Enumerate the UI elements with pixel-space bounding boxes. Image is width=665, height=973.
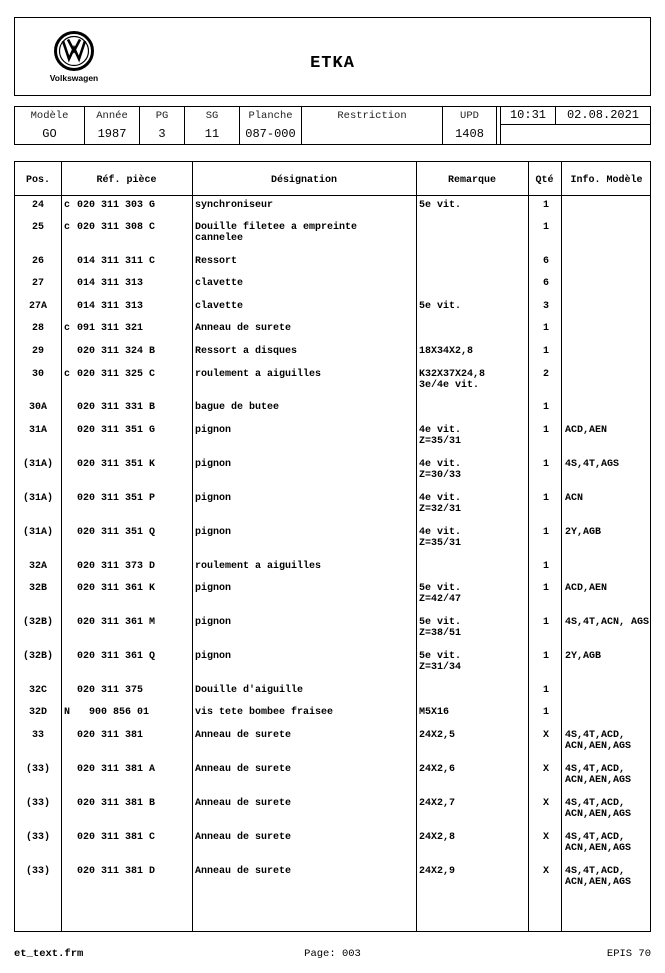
cell-ref: 020 311 381 B	[77, 798, 156, 809]
cell-remark: M5X16	[419, 707, 450, 718]
cell-info: ACD,AEN	[565, 583, 608, 594]
cell-designation: vis tete bombee fraisee	[195, 707, 334, 718]
plate-value: 087-000	[245, 127, 296, 141]
cell-qty: 1	[542, 583, 549, 594]
year-label: Année	[96, 110, 128, 122]
cell-pos: 32C	[28, 685, 47, 696]
cell-qty: 3	[542, 301, 549, 312]
column-divider	[192, 162, 193, 931]
cell-qty: 1	[542, 200, 549, 211]
cell-qty: X	[542, 730, 549, 741]
cell-ref: 020 311 351 P	[77, 493, 156, 504]
cell-designation: pignon	[195, 617, 232, 628]
cell-designation: Ressort	[195, 256, 238, 267]
cell-designation: pignon	[195, 583, 232, 594]
pg-label: PG	[155, 110, 169, 122]
restriction-label: Restriction	[337, 110, 407, 122]
cell-qty: 2	[542, 369, 549, 380]
cell-qty: X	[542, 764, 549, 775]
sg-cell	[185, 107, 240, 144]
cell-remark: 5e vit. Z=38/51	[419, 617, 462, 639]
version-label: EPIS 70	[606, 948, 651, 960]
cell-qty: 1	[542, 425, 549, 436]
cell-qty: 6	[542, 278, 549, 289]
info-bar	[14, 106, 651, 145]
cell-qty: X	[542, 832, 549, 843]
cell-remark: 24X2,8	[419, 832, 456, 843]
cell-designation: pignon	[195, 651, 232, 662]
cell-pos: 27	[31, 278, 44, 289]
cell-qty: 1	[542, 527, 549, 538]
cell-qty: 1	[542, 346, 549, 357]
cell-designation: synchroniseur	[195, 200, 274, 211]
cell-designation: clavette	[195, 278, 244, 289]
header-panel	[14, 17, 651, 96]
cell-info: 4S,4T,ACD, ACN,AEN,AGS	[565, 798, 632, 820]
cell-remark: 4e vit. Z=35/31	[419, 425, 462, 447]
cell-info: 2Y,AGB	[565, 651, 602, 662]
cell-designation: Anneau de surete	[195, 730, 292, 741]
col-header-remark: Remarque	[447, 175, 496, 186]
cell-qty: 1	[542, 651, 549, 662]
col-header-ref: Réf. pièce	[96, 175, 157, 186]
cell-qty: 1	[542, 323, 549, 334]
cell-flag: c	[64, 222, 71, 233]
cell-remark: 5e vit.	[419, 200, 462, 211]
cell-remark: 4e vit. Z=35/31	[419, 527, 462, 549]
cell-pos: 24	[31, 200, 44, 211]
cell-flag: c	[64, 369, 71, 380]
cell-pos: 30A	[28, 402, 47, 413]
cell-ref: 020 311 324 B	[77, 346, 156, 357]
cell-ref: 020 311 381 C	[77, 832, 156, 843]
cell-designation: Anneau de surete	[195, 866, 292, 877]
cell-remark: 24X2,6	[419, 764, 456, 775]
cell-pos: 28	[31, 323, 44, 334]
cell-remark: 4e vit. Z=32/31	[419, 493, 462, 515]
column-divider	[528, 162, 529, 931]
cell-remark: 24X2,5	[419, 730, 456, 741]
cell-remark: 24X2,9	[419, 866, 456, 877]
col-header-designation: Désignation	[270, 175, 337, 186]
cell-info: ACD,AEN	[565, 425, 608, 436]
column-divider	[416, 162, 417, 931]
cell-designation: Anneau de surete	[195, 798, 292, 809]
cell-info: 4S,4T,ACN, AGS	[565, 617, 650, 628]
brand-name: Volkswagen	[49, 73, 99, 83]
cell-pos: (31A)	[22, 459, 53, 470]
cell-remark: 5e vit.	[419, 301, 462, 312]
plate-cell	[240, 107, 302, 144]
cell-ref: 020 311 351 G	[77, 425, 156, 436]
cell-qty: 1	[542, 402, 549, 413]
parts-table	[14, 161, 651, 932]
cell-ref: 014 311 313	[77, 301, 144, 312]
cell-designation: roulement a aiguilles	[195, 369, 322, 380]
cell-qty: 1	[542, 459, 549, 470]
column-divider	[561, 162, 562, 931]
cell-pos: 31A	[28, 425, 47, 436]
cell-designation: Ressort a disques	[195, 346, 298, 357]
cell-flag: N	[64, 707, 71, 718]
cell-info: 4S,4T,ACD, ACN,AEN,AGS	[565, 866, 632, 888]
cell-ref: 900 856 01	[77, 707, 150, 718]
cell-info: 4S,4T,AGS	[565, 459, 620, 470]
model-cell	[15, 107, 85, 144]
sg-value: 11	[204, 127, 220, 141]
cell-pos: 32B	[28, 583, 47, 594]
cell-pos: (33)	[25, 798, 50, 809]
year-cell	[85, 107, 140, 144]
cell-remark: K32X37X24,8 3e/4e vit.	[419, 369, 486, 391]
pg-value: 3	[158, 127, 166, 141]
cell-pos: (33)	[25, 764, 50, 775]
cell-designation: pignon	[195, 425, 232, 436]
cell-qty: X	[542, 866, 549, 877]
cell-pos: (31A)	[22, 493, 53, 504]
cell-ref: 020 311 381	[77, 730, 144, 741]
cell-ref: 020 311 351 K	[77, 459, 156, 470]
cell-qty: 1	[542, 685, 549, 696]
cell-designation: Anneau de surete	[195, 832, 292, 843]
cell-designation: pignon	[195, 459, 232, 470]
cell-pos: (32B)	[22, 617, 53, 628]
cell-pos: (32B)	[22, 651, 53, 662]
cell-ref: 014 311 313	[77, 278, 144, 289]
cell-qty: 1	[542, 617, 549, 628]
cell-pos: (33)	[25, 866, 50, 877]
cell-info: 4S,4T,ACD, ACN,AEN,AGS	[565, 764, 632, 786]
header-divider	[15, 195, 650, 196]
cell-pos: 25	[31, 222, 44, 233]
cell-remark: 5e vit. Z=42/47	[419, 583, 462, 605]
upd-label: UPD	[460, 110, 479, 122]
cell-info: ACN	[565, 493, 584, 504]
year-value: 1987	[97, 127, 127, 141]
cell-designation: bague de butee	[195, 402, 280, 413]
column-divider	[61, 162, 62, 931]
date-display: 02.08.2021	[556, 107, 650, 125]
cell-info: 2Y,AGB	[565, 527, 602, 538]
col-header-pos: Pos.	[25, 175, 50, 186]
cell-ref: 020 311 375	[77, 685, 144, 696]
cell-pos: 29	[31, 346, 44, 357]
cell-info: 4S,4T,ACD, ACN,AEN,AGS	[565, 832, 632, 854]
cell-pos: 30	[31, 369, 44, 380]
col-header-info: Info. Modèle	[570, 175, 643, 186]
cell-remark: 24X2,7	[419, 798, 456, 809]
cell-designation: pignon	[195, 527, 232, 538]
cell-ref: 020 311 361 K	[77, 583, 156, 594]
cell-ref: 020 311 361 Q	[77, 651, 156, 662]
cell-designation: Douille d'aiguille	[195, 685, 304, 696]
cell-pos: 27A	[28, 301, 47, 312]
cell-ref: 020 311 331 B	[77, 402, 156, 413]
cell-designation: roulement a aiguilles	[195, 561, 322, 572]
restriction-cell	[302, 107, 443, 144]
upd-cell	[443, 107, 497, 144]
cell-flag: c	[64, 323, 71, 334]
cell-designation: clavette	[195, 301, 244, 312]
cell-ref: 020 311 303 G	[77, 200, 156, 211]
time-display: 10:31	[501, 107, 556, 125]
cell-qty: 1	[542, 707, 549, 718]
app-title: ETKA	[310, 54, 355, 73]
cell-ref: 020 311 325 C	[77, 369, 156, 380]
cell-qty: 1	[542, 561, 549, 572]
cell-info: 4S,4T,ACD, ACN,AEN,AGS	[565, 730, 632, 752]
cell-pos: 32D	[28, 707, 47, 718]
cell-designation: Anneau de surete	[195, 323, 292, 334]
cell-pos: 33	[31, 730, 44, 741]
cell-ref: 020 311 381 D	[77, 866, 156, 877]
cell-pos: 32A	[28, 561, 47, 572]
cell-pos: (33)	[25, 832, 50, 843]
cell-designation: Douille filetee a empreinte cannelee	[195, 222, 358, 244]
cell-qty: 1	[542, 222, 549, 233]
cell-pos: (31A)	[22, 527, 53, 538]
pg-cell	[140, 107, 185, 144]
page-number: Page: 003	[304, 948, 361, 960]
cell-remark: 18X34X2,8	[419, 346, 474, 357]
cell-pos: 26	[31, 256, 44, 267]
cell-designation: pignon	[195, 493, 232, 504]
cell-designation: Anneau de surete	[195, 764, 292, 775]
cell-ref: 020 311 351 Q	[77, 527, 156, 538]
model-value: GO	[42, 127, 57, 141]
cell-ref: 020 311 373 D	[77, 561, 156, 572]
cell-ref: 020 311 308 C	[77, 222, 156, 233]
cell-ref: 020 311 361 M	[77, 617, 156, 628]
upd-value: 1408	[455, 127, 484, 141]
cell-remark: 4e vit. Z=30/33	[419, 459, 462, 481]
form-name: et_text.frm	[14, 948, 84, 960]
cell-ref: 014 311 311 C	[77, 256, 156, 267]
cell-ref: 020 311 381 A	[77, 764, 156, 775]
cell-flag: c	[64, 200, 71, 211]
cell-qty: 6	[542, 256, 549, 267]
cell-remark: 5e vit. Z=31/34	[419, 651, 462, 673]
plate-label: Planche	[248, 110, 293, 122]
model-label: Modèle	[30, 110, 69, 122]
cell-ref: 091 311 321	[77, 323, 144, 334]
col-header-qty: Qté	[535, 175, 554, 186]
sg-label: SG	[205, 110, 219, 122]
cell-qty: 1	[542, 493, 549, 504]
cell-qty: X	[542, 798, 549, 809]
